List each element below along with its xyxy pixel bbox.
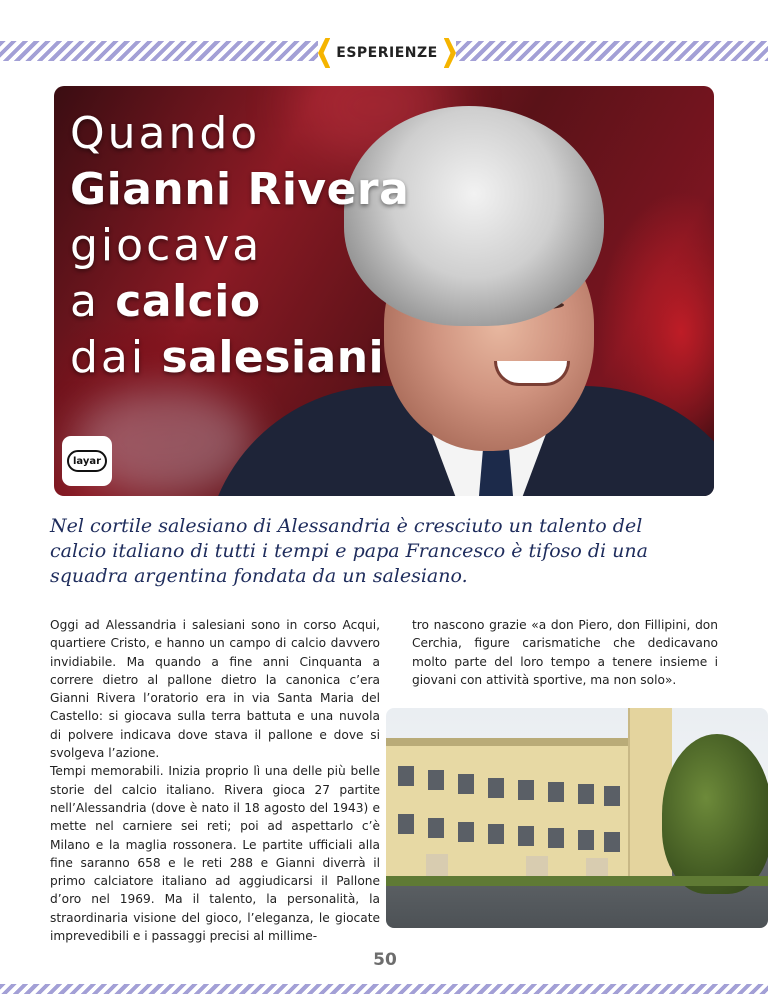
grass [386,876,768,886]
headline-word: dai [70,332,147,383]
lead-paragraph: Nel cortile salesiano di Alessandria è cresciuto un talento del calcio italiano di tutti i tempi e papa Francesco è tifoso di una squadra argentina fondata da un salesiano. [50,515,648,587]
hero-image [54,86,714,496]
oratory-building-photo [386,708,768,928]
section-label [318,38,456,68]
chevron-left-icon [318,38,330,68]
footer-stripe [0,984,768,994]
body-column-left [50,616,380,945]
body-paragraph: tro nascono grazie «a don Piero, don Fillipini, don Cerchia, figure carismatiche che dedicavano molto parte del loro tempo a tenere insieme i giovani con attività sportive, ma non solo». [412,618,718,687]
headline-word: a [70,276,100,327]
building [386,746,636,886]
headline-word: salesiani [161,332,385,383]
chevron-right-icon [444,38,456,68]
headline [70,106,409,386]
page-number: 50 [373,950,397,970]
body-column-right [412,616,718,689]
layar-badge[interactable] [62,436,112,486]
headline-line: giocava [70,220,263,271]
body-paragraph: Oggi ad Alessandria i salesiani sono in corso Acqui, quartiere Cristo, e hanno un campo di calcio davvero invidiabile. Ma quando a fine anni Cinquanta a correre dietro al pallone dietro la canonica c’era Gianni Rivera l’oratorio era in via Santa Maria del Castello: si giocava sulla terra battuta e una nuvola di polvere indicava dove stava il pallone e dove si svolgeva l’azione. [50,618,380,761]
tree [662,734,768,894]
layar-logo-icon: layar [67,450,107,472]
headline-line: Quando [70,108,261,159]
section-label-text: ESPERIENZE [336,45,438,61]
header-stripe-right [456,41,768,61]
body-paragraph: Tempi memorabili. Inizia proprio lì una delle più belle storie del calcio italiano. Rivera gioca 27 partite nell’Alessandria (dove è nato il 18 agosto del 1943) e mette nel carniere sei reti; poi ad aspettarlo c’è Milano e la maglia rossonera. Le partite ufficiali alla fine saranno 658 e le reti 288 e Gianni diverrà il primo calciatore italiano ad aggiudicarsi il Pallone d’oro nel 1969. Ma il talento, la personalità, la straordinaria visione del gioco, l’eleganza, le giocate imprevedibili e i passaggi precisi al millime- [50,764,380,944]
headline-word: calcio [115,276,261,327]
header-stripe-left [0,41,318,61]
headline-line: Gianni Rivera [70,164,410,215]
